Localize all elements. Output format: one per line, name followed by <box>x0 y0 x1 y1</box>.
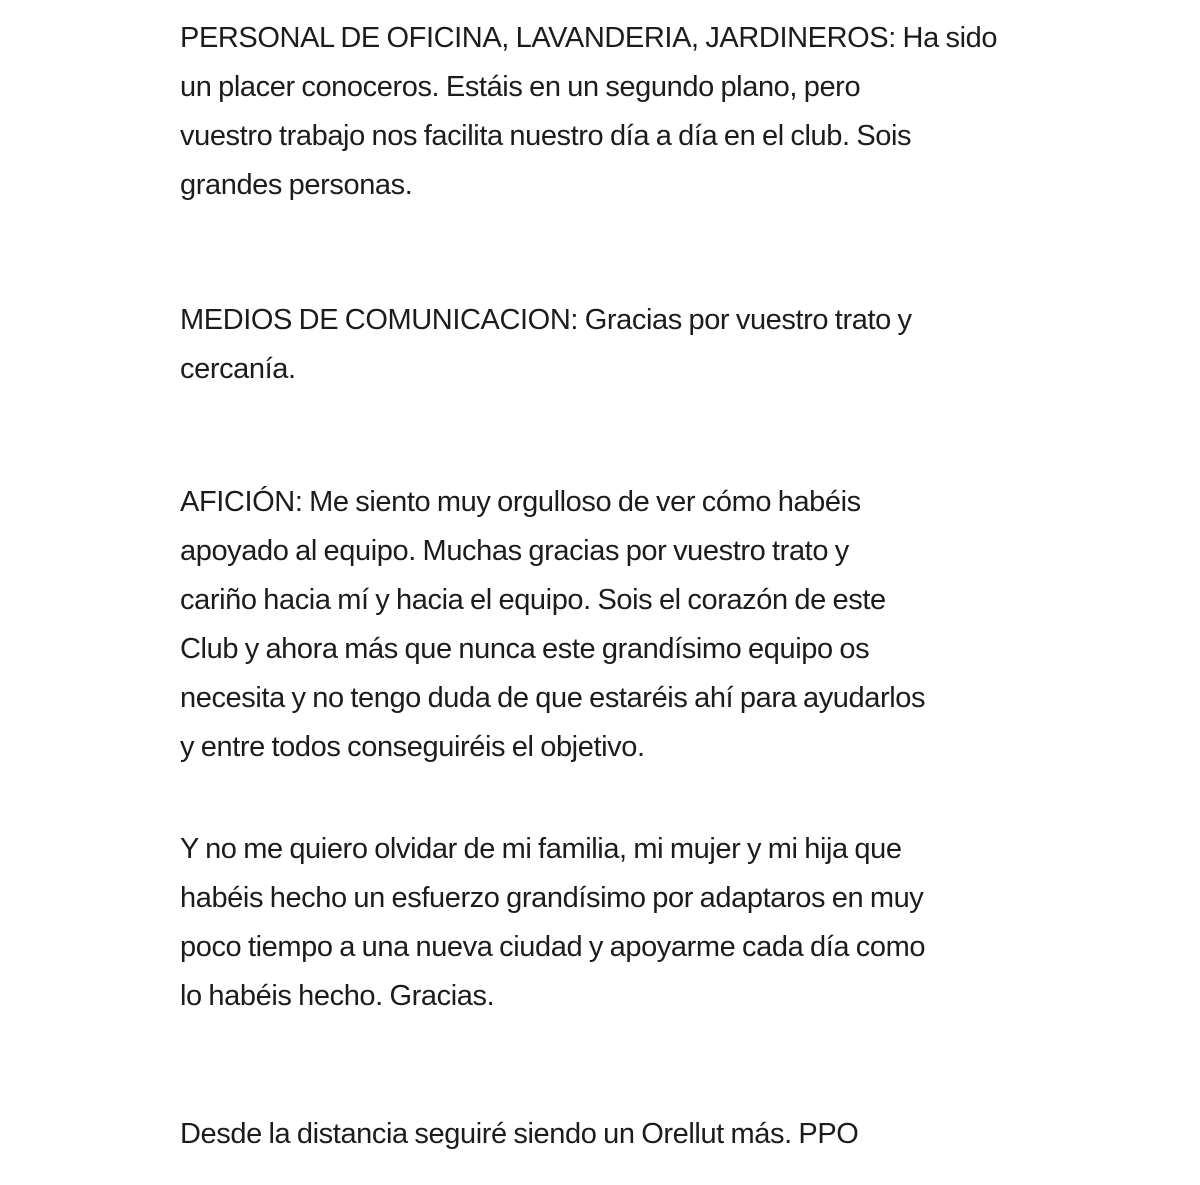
paragraph-staff-thanks <box>180 14 1060 210</box>
text-line: Desde la distancia seguiré siendo un Orellut más. PPO <box>180 1118 859 1150</box>
paragraph-family-thanks <box>180 825 1060 1021</box>
text-line: Club y ahora más que nunca este grandísimo equipo os <box>180 633 870 665</box>
paragraph-media-thanks <box>180 296 1060 394</box>
text-line: cariño hacia mí y hacia el equipo. Sois el corazón de este <box>180 584 886 616</box>
text-line: PERSONAL DE OFICINA, LAVANDERIA, JARDINEROS: Ha sido <box>180 22 998 54</box>
text-line: habéis hecho un esfuerzo grandísimo por adaptaros en muy <box>180 882 924 914</box>
text-line: AFICIÓN: Me siento muy orgulloso de ver cómo habéis <box>180 486 861 518</box>
text-line: un placer conoceros. Estáis en un segundo plano, pero <box>180 71 861 103</box>
text-line: poco tiempo a una nueva ciudad y apoyarme cada día como <box>180 931 926 963</box>
paragraph-fans-thanks <box>180 478 1060 772</box>
text-line: necesita y no tengo duda de que estaréis ahí para ayudarlos <box>180 682 926 714</box>
text-line: MEDIOS DE COMUNICACION: Gracias por vuestro trato y <box>180 304 912 336</box>
text-line: vuestro trabajo nos facilita nuestro día a día en el club. Sois <box>180 120 912 152</box>
text-line: y entre todos conseguiréis el objetivo. <box>180 731 645 763</box>
text-line: cercanía. <box>180 353 296 385</box>
paragraph-closing <box>180 1110 1060 1159</box>
text-line: apoyado al equipo. Muchas gracias por vuestro trato y <box>180 535 849 567</box>
text-line: grandes personas. <box>180 169 413 201</box>
text-line: lo habéis hecho. Gracias. <box>180 980 495 1012</box>
text-line: Y no me quiero olvidar de mi familia, mi mujer y mi hija que <box>180 833 902 865</box>
